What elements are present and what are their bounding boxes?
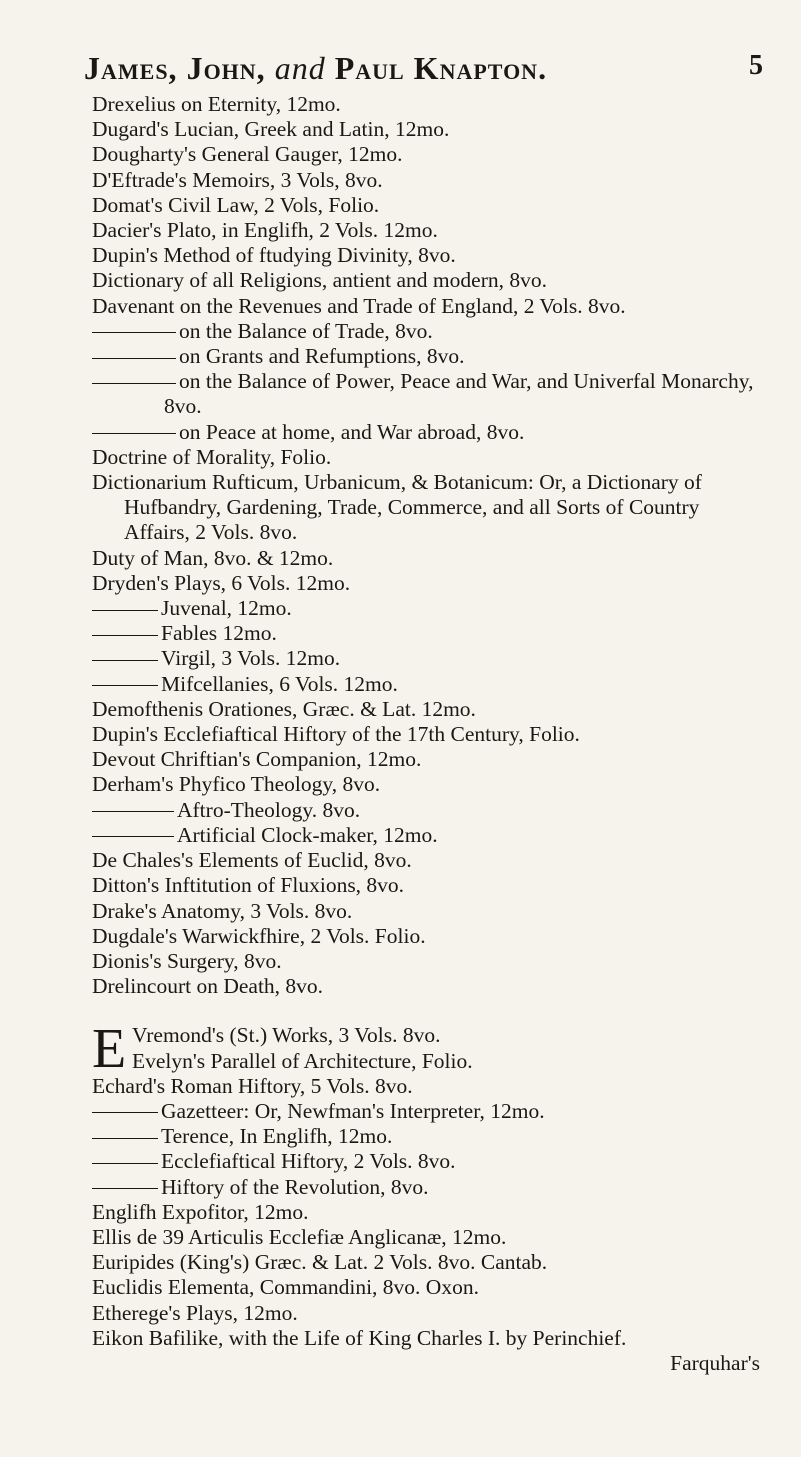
sub-entry-text: Juvenal, 12mo. xyxy=(161,596,292,621)
list-item: Eikon Bafilike, with the Life of King Charles I. by Perinchief. xyxy=(92,1325,627,1350)
list-item: Euripides (King's) Græc. & Lat. 2 Vols. 8vo. Cantab. xyxy=(92,1250,548,1275)
list-item: Dictionary of all Religions, antient and modern, 8vo. xyxy=(92,268,547,293)
catchword: Farquhar's xyxy=(670,1350,760,1375)
list-item: Ellis de 39 Articulis Ecclefiæ Anglicanæ, 12mo. xyxy=(92,1224,507,1249)
list-item: Englifh Expofitor, 12mo. xyxy=(92,1199,309,1224)
ditto-rule xyxy=(92,635,158,636)
sub-entry xyxy=(92,596,760,621)
sub-entry xyxy=(92,672,760,697)
sub-entry-text: on Grants and Refumptions, 8vo. xyxy=(179,344,465,369)
list-item: Dugard's Lucian, Greek and Latin, 12mo. xyxy=(92,117,450,142)
sub-entry-text: Terence, In Englifh, 12mo. xyxy=(161,1124,393,1149)
drop-capital: E xyxy=(92,1018,127,1081)
sub-entry-text: Virgil, 3 Vols. 12mo. xyxy=(161,646,341,671)
list-item: Dryden's Plays, 6 Vols. 12mo. xyxy=(92,570,351,595)
list-item: Evelyn's Parallel of Architecture, Folio. xyxy=(132,1048,473,1073)
sub-entry xyxy=(92,823,760,848)
publisher-name-paul: Paul Knapton. xyxy=(334,50,548,86)
list-item: Derham's Phyfico Theology, 8vo. xyxy=(92,772,381,797)
list-item: Etherege's Plays, 12mo. xyxy=(92,1300,298,1325)
sub-entry-text: Ecclefiaftical Hiftory, 2 Vols. 8vo. xyxy=(161,1149,456,1174)
list-item: De Chales's Elements of Euclid, 8vo. xyxy=(92,848,412,873)
section-e-opening xyxy=(92,1018,760,1081)
ditto-rule xyxy=(92,660,158,661)
sub-entry-text: on the Balance of Power, Peace and War, and Univerfal Monarchy, 8vo. xyxy=(164,369,754,419)
ditto-rule xyxy=(92,610,158,611)
ditto-rule xyxy=(92,358,176,359)
ditto-rule xyxy=(92,332,176,333)
list-item: Drexelius on Eternity, 12mo. xyxy=(92,92,341,116)
publisher-name-james: James, xyxy=(84,50,178,86)
ditto-rule xyxy=(92,1112,158,1113)
ditto-rule xyxy=(92,383,176,384)
sub-entry-text: Gazetteer: Or, Newfman's Interpreter, 12mo. xyxy=(161,1098,545,1123)
ditto-rule xyxy=(92,1188,158,1189)
sub-entry xyxy=(92,420,760,445)
list-item: Vremond's (St.) Works, 3 Vols. 8vo. xyxy=(132,1023,441,1048)
sub-entry xyxy=(92,1175,760,1200)
list-item: Devout Chriftian's Companion, 12mo. xyxy=(92,747,422,772)
sub-entry xyxy=(92,369,760,419)
sub-entry-text: Aftro-Theology. 8vo. xyxy=(177,797,361,822)
publisher-name-john: John, xyxy=(186,50,266,86)
book-list xyxy=(92,92,760,1376)
sub-entry xyxy=(92,621,760,646)
ditto-rule xyxy=(92,811,174,812)
ditto-rule xyxy=(92,685,158,686)
ditto-rule xyxy=(92,1138,158,1139)
page-number: 5 xyxy=(749,50,764,81)
ditto-rule xyxy=(92,1163,158,1164)
sub-entry-text: Hiftory of the Revolution, 8vo. xyxy=(161,1174,429,1199)
list-item: Drelincourt on Death, 8vo. xyxy=(92,974,324,999)
list-item: Duty of Man, 8vo. & 12mo. xyxy=(92,545,334,570)
section-gap xyxy=(92,999,760,1023)
sub-entry xyxy=(92,1099,760,1124)
list-item: Domat's Civil Law, 2 Vols, Folio. xyxy=(92,192,380,217)
list-item: Echard's Roman Hiftory, 5 Vols. 8vo. xyxy=(92,1073,413,1098)
list-item: Demofthenis Orationes, Græc. & Lat. 12mo. xyxy=(92,696,476,721)
list-item: Doctrine of Morality, Folio. xyxy=(92,444,332,469)
list-item: Davenant on the Revenues and Trade of England, 2 Vols. 8vo. xyxy=(92,293,626,318)
sub-entry xyxy=(92,1124,760,1149)
list-item: Dougharty's General Gauger, 12mo. xyxy=(92,142,403,167)
sub-entry xyxy=(92,319,760,344)
list-item: Euclidis Elementa, Commandini, 8vo. Oxon. xyxy=(92,1275,479,1300)
sub-entry-text: Mifcellanies, 6 Vols. 12mo. xyxy=(161,671,398,696)
list-item: Dacier's Plato, in Englifh, 2 Vols. 12mo. xyxy=(92,218,438,243)
sub-entry xyxy=(92,1149,760,1174)
ditto-rule xyxy=(92,433,176,434)
list-item: Dugdale's Warwickfhire, 2 Vols. Folio. xyxy=(92,923,426,948)
list-item: Ditton's Inftitution of Fluxions, 8vo. xyxy=(92,873,405,898)
list-item: Dupin's Ecclefiaftical Hiftory of the 17th Century, Folio. xyxy=(92,722,580,747)
conjunction: and xyxy=(274,50,326,86)
list-item: D'Eftrade's Memoirs, 3 Vols, 8vo. xyxy=(92,167,383,192)
ditto-rule xyxy=(92,836,174,837)
sub-entry-text: Artificial Clock-maker, 12mo. xyxy=(177,822,438,847)
sub-entry-text: on the Balance of Trade, 8vo. xyxy=(179,318,433,343)
list-item: Dictionarium Rufticum, Urbanicum, & Botanicum: Or, a Dictionary of Hufbandry, Gardening, Trade, Commerce, and all Sorts of Country Affairs, 2 Vols. 8vo. xyxy=(92,470,702,545)
list-item: Drake's Anatomy, 3 Vols. 8vo. xyxy=(92,898,353,923)
running-header xyxy=(84,50,764,87)
sub-entry-text: Fables 12mo. xyxy=(161,621,277,646)
sub-entry xyxy=(92,798,760,823)
sub-entry xyxy=(92,344,760,369)
sub-entry xyxy=(92,646,760,671)
list-item: Dionis's Surgery, 8vo. xyxy=(92,948,282,973)
sub-entry-text: on Peace at home, and War abroad, 8vo. xyxy=(179,419,525,444)
list-item: Dupin's Method of ftudying Divinity, 8vo. xyxy=(92,243,456,268)
